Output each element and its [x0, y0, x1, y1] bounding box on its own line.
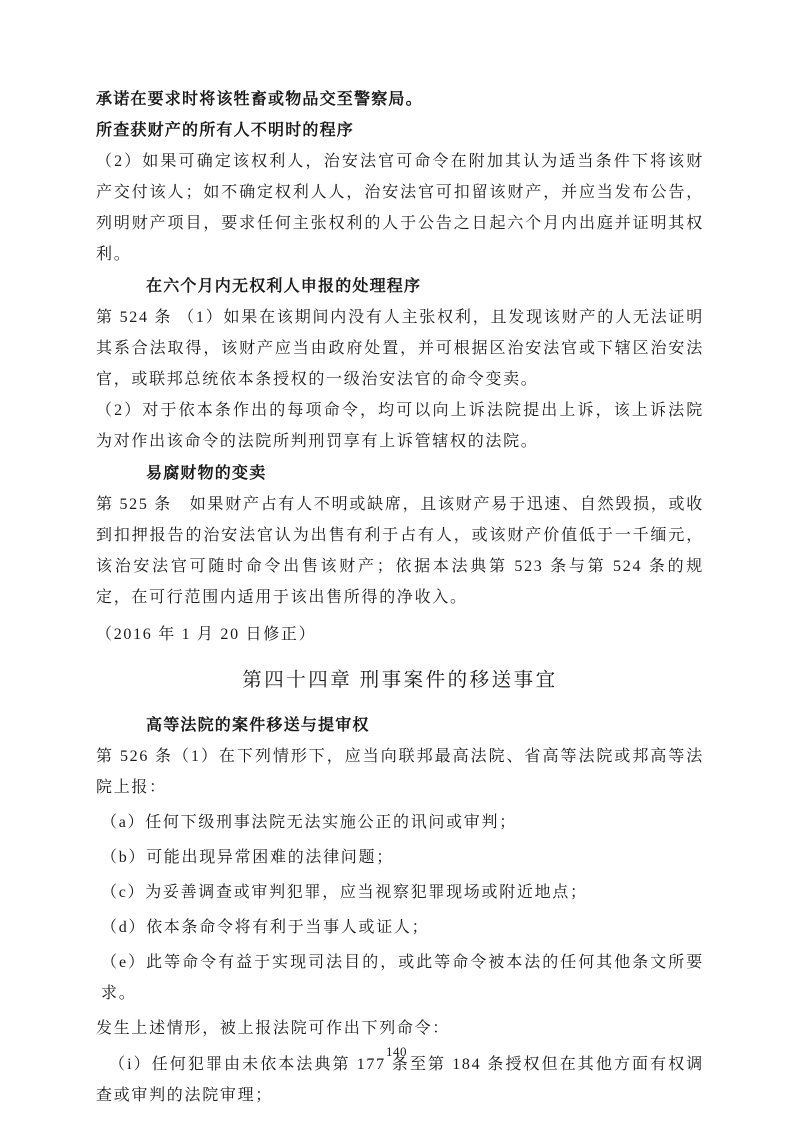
chapter-title: 第四十四章 刑事案件的移送事宜: [242, 670, 558, 691]
heading-no-claimant-procedure: 在六个月内无权利人申报的处理程序: [146, 278, 422, 295]
paragraph-section-525: 第 525 条 如果财产占有人不明或缺席，且该财产易于迅速、自然毁损，或收到扣押报告的治安法官认为出售有利于占有人，或该财产价值低于一千缅元，该治安法官可随时命令出售该财产；依据本法典第 523 条与第 524 条的规定，在可行范围内适用于该出售所得的净收入。: [96, 496, 704, 606]
list-item-b: （b）可能出现异常困难的法律问题；: [101, 849, 394, 866]
paragraph-section-524-2: （2）对于依本条作出的每项命令，均可以向上诉法院提出上诉，该上诉法院为对作出该命令的法院所判刑罚享有上诉管辖权的法院。: [96, 402, 704, 450]
paragraph-section-526-1: 第 526 条（1）在下列情形下，应当向联邦最高法院、省高等法院或邦高等法院上报：: [96, 748, 704, 796]
paragraph-orders-intro: 发生上述情形，被上报法院可作出下列命令：: [96, 1020, 451, 1037]
list-item-a: （a）任何下级刑事法院无法实施公正的讯问或审判；: [101, 814, 517, 831]
list-item-d: （d）依本条命令将有利于当事人或证人；: [101, 919, 430, 936]
heading-perishable-property: 易腐财物的变卖: [146, 465, 267, 482]
heading-seized-property-owner-unknown: 所查获财产的所有人不明时的程序: [96, 122, 355, 139]
amendment-date: （2016 年 1 月 20 日修正）: [96, 626, 317, 643]
paragraph-clause-2: （2）如果可确定该权利人，治安法官可命令在附加其认为适当条件下将该财产交付该人；如不确定权利人人，治安法官可扣留该财产，并应当发布公告，列明财产项目，要求任何主张权利的人于公告之日起六个月内出庭并证明其权利。: [96, 153, 704, 263]
heading-high-court-transfer: 高等法院的案件移送与提审权: [146, 717, 370, 734]
list-item-c: （c）为妥善调查或审判犯罪，应当视察犯罪现场或附近地点；: [101, 884, 588, 901]
list-item-e: （e）此等命令有益于实现司法目的，或此等命令被本法的任何其他条文所要求。: [101, 954, 704, 1002]
page-content: [96, 84, 704, 1111]
paragraph-carryover: 承诺在要求时将该牲畜或物品交至警察局。: [96, 91, 423, 108]
page-number: 140: [386, 1044, 407, 1059]
paragraph-section-524-1: 第 524 条 （1）如果在该期间内没有人主张权利，且发现该财产的人无法证明其系合法取得，该财产应当由政府处置，并可根据区治安法官或下辖区治安法官，或联邦总统依本条授权的一级治安法官的命令变卖。: [96, 309, 704, 388]
list-item-i: （i）任何犯罪由未依本法典第 177 条至第 184 条授权但在其他方面有权调查或审判的法院审理；: [96, 1056, 704, 1104]
